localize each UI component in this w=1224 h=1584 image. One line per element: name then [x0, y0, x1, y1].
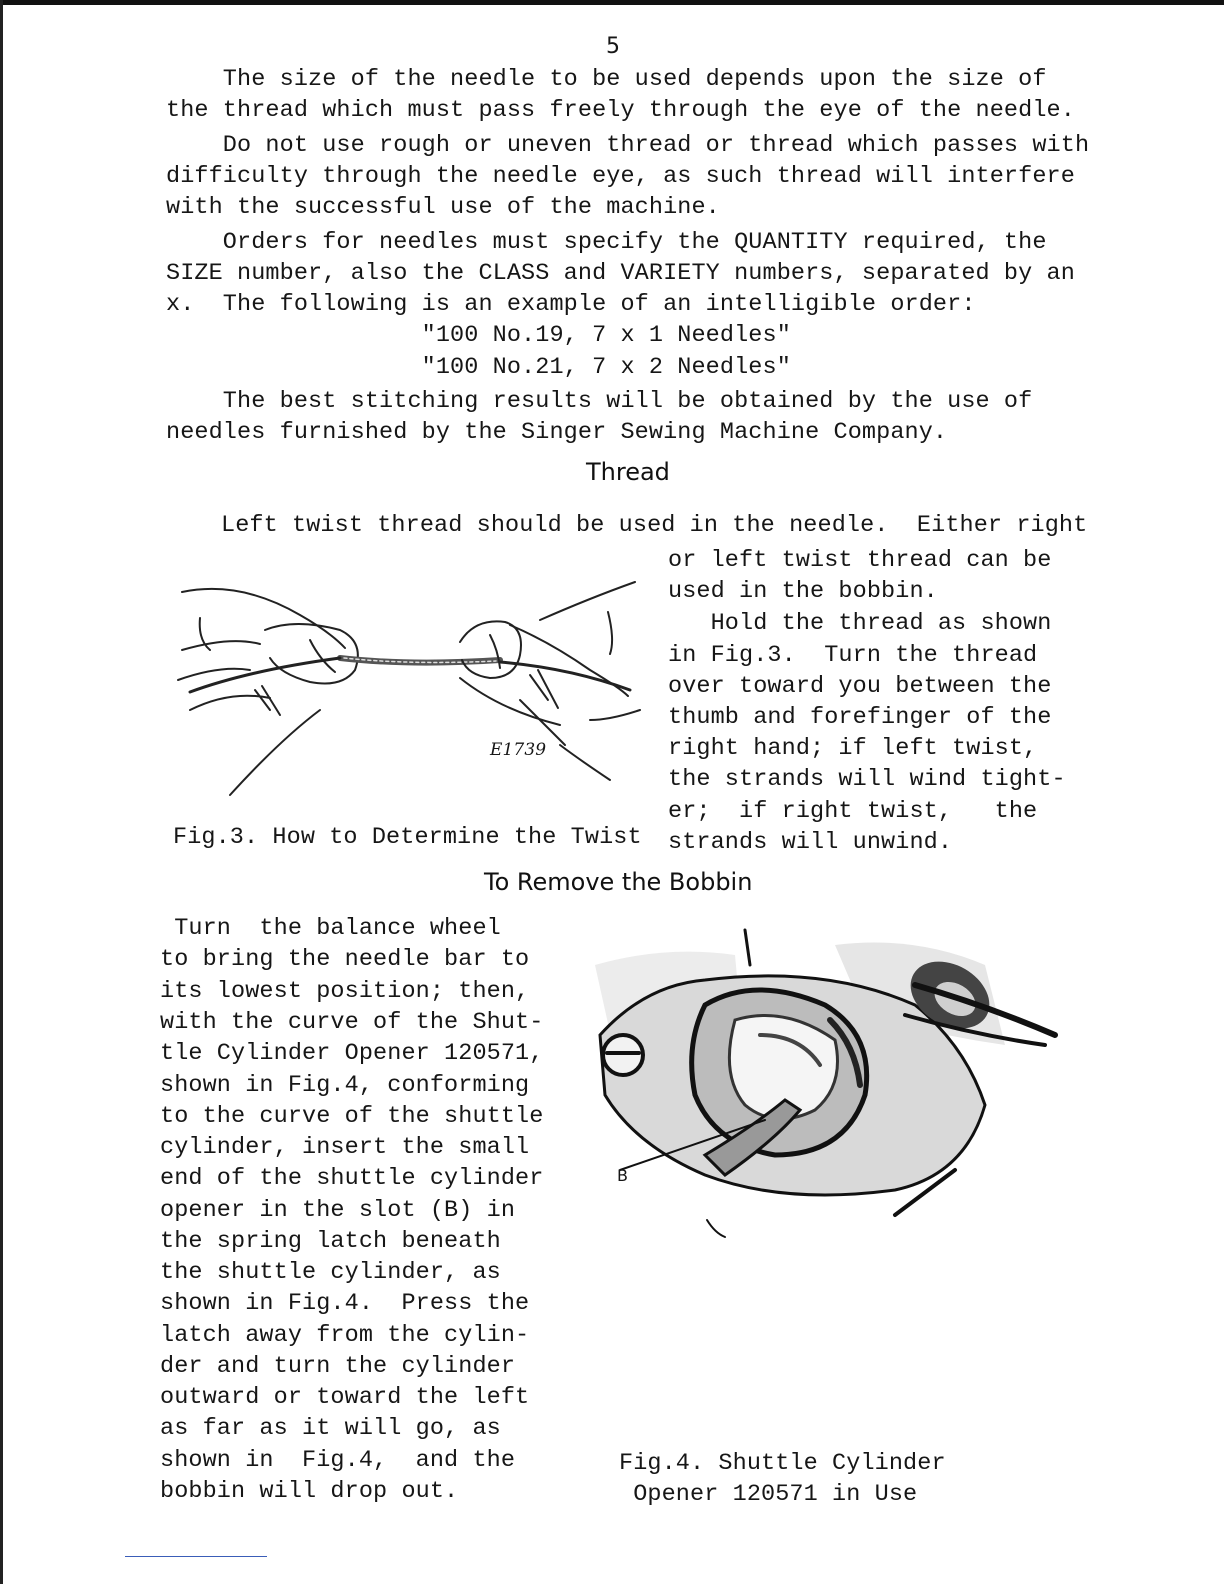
- fig4-caption-line: Fig.4. Shuttle Cylinder: [619, 1450, 946, 1477]
- thread-side-line: the strands will wind tight-: [668, 766, 1066, 793]
- bobbin-line: its lowest position; then,: [160, 978, 530, 1005]
- fig4-shuttle-photo: [585, 925, 1065, 1245]
- scan-left-border: [0, 0, 3, 1584]
- thread-side-line: used in the bobbin.: [668, 578, 938, 605]
- thread-side-line: thumb and forefinger of the: [668, 704, 1052, 731]
- page-number: 5: [606, 34, 620, 59]
- bobbin-line: shown in Fig.4. Press the: [160, 1290, 530, 1317]
- scan-bottom-mark: [125, 1556, 267, 1557]
- thread-side-line: er; if right twist, the: [668, 798, 1038, 825]
- bobbin-line: Turn the balance wheel: [160, 915, 501, 942]
- thread-side-line: strands will unwind.: [668, 829, 953, 856]
- intro-line: needles furnished by the Singer Sewing Machine Company.: [166, 419, 948, 446]
- needle-order-example: "100 No.19, 7 x 1 Needles": [166, 322, 791, 349]
- bobbin-line: bobbin will drop out.: [160, 1478, 459, 1505]
- bobbin-heading: To Remove the Bobbin: [484, 868, 753, 896]
- needle-order-example: "100 No.21, 7 x 2 Needles": [166, 354, 791, 381]
- fig4-label-b: B: [617, 1166, 629, 1185]
- bobbin-line: with the curve of the Shut-: [160, 1009, 544, 1036]
- bobbin-line: the shuttle cylinder, as: [160, 1259, 501, 1286]
- bobbin-line: outward or toward the left: [160, 1384, 530, 1411]
- fig3-code: E1739: [490, 740, 547, 760]
- intro-line: with the successful use of the machine.: [166, 194, 720, 221]
- thread-side-line: in Fig.3. Turn the thread: [668, 642, 1038, 669]
- thread-side-line: Hold the thread as shown: [668, 610, 1052, 637]
- fig3-hands-illustration: [170, 570, 650, 800]
- bobbin-line: opener in the slot (B) in: [160, 1197, 516, 1224]
- intro-line: the thread which must pass freely through the eye of the needle.: [166, 97, 1075, 124]
- thread-lead-line: Left twist thread should be used in the needle. Either right: [221, 512, 1088, 539]
- bobbin-line: to the curve of the shuttle: [160, 1103, 544, 1130]
- bobbin-line: as far as it will go, as: [160, 1415, 501, 1442]
- thread-side-line: over toward you between the: [668, 673, 1052, 700]
- thread-side-line: right hand; if left twist,: [668, 735, 1038, 762]
- bobbin-line: to bring the needle bar to: [160, 946, 530, 973]
- bobbin-line: cylinder, insert the small: [160, 1134, 530, 1161]
- intro-line: Do not use rough or uneven thread or thread which passes with: [166, 132, 1090, 159]
- fig3-caption: Fig.3. How to Determine the Twist: [173, 824, 642, 851]
- intro-line: difficulty through the needle eye, as such thread will interfere: [166, 163, 1075, 190]
- scan-top-border: [0, 0, 1224, 5]
- intro-line: The best stitching results will be obtained by the use of: [166, 388, 1033, 415]
- bobbin-line: shown in Fig.4, conforming: [160, 1072, 530, 1099]
- intro-line: SIZE number, also the CLASS and VARIETY numbers, separated by an: [166, 260, 1075, 287]
- bobbin-line: latch away from the cylin-: [160, 1322, 530, 1349]
- thread-side-line: or left twist thread can be: [668, 547, 1052, 574]
- fig4-caption-line: Opener 120571 in Use: [619, 1481, 918, 1508]
- bobbin-line: tle Cylinder Opener 120571,: [160, 1040, 544, 1067]
- thread-heading: Thread: [586, 458, 670, 486]
- intro-line: Orders for needles must specify the QUANTITY required, the: [166, 229, 1047, 256]
- bobbin-line: end of the shuttle cylinder: [160, 1165, 544, 1192]
- bobbin-line: shown in Fig.4, and the: [160, 1447, 516, 1474]
- bobbin-line: the spring latch beneath: [160, 1228, 501, 1255]
- intro-line: The size of the needle to be used depends upon the size of: [166, 66, 1047, 93]
- bobbin-line: der and turn the cylinder: [160, 1353, 516, 1380]
- intro-line: x. The following is an example of an intelligible order:: [166, 291, 976, 318]
